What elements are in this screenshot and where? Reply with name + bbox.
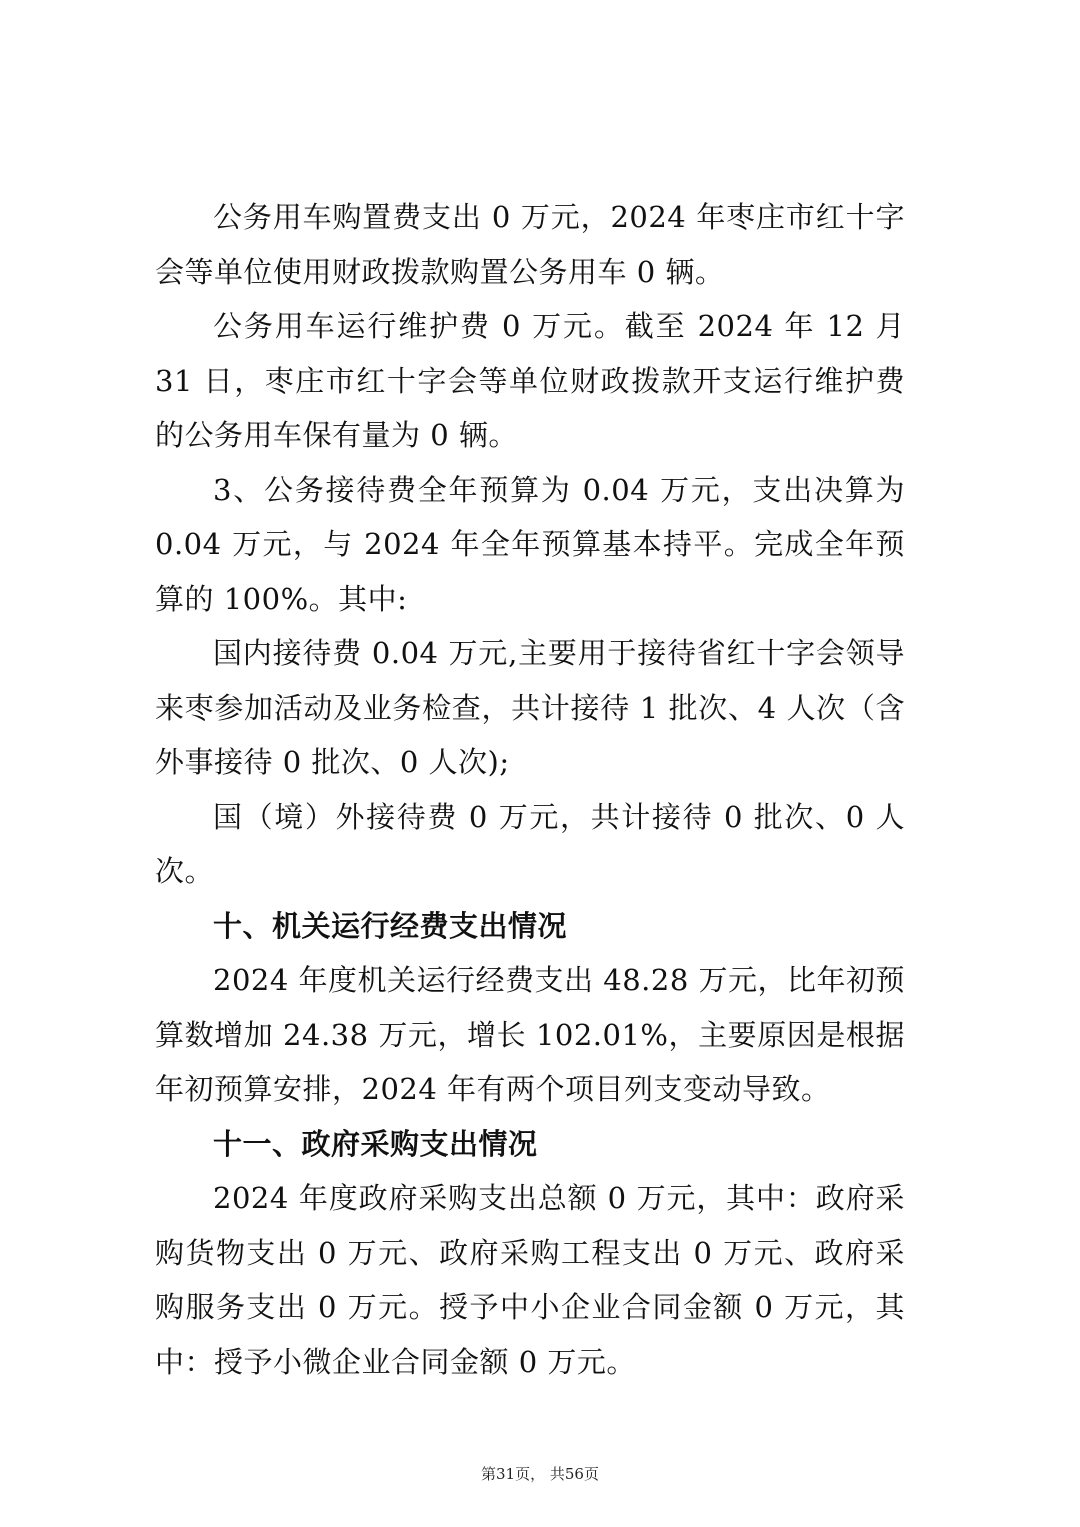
page-body — [155, 190, 905, 1389]
paragraph-domestic-reception: 国内接待费 0.04 万元,主要用于接待省红十字会领导来枣参加活动及业务检查，共计接待 1 批次、4 人次（含外事接待 0 批次、0 人次); — [155, 636, 905, 779]
paragraph-reception-budget: 3、公务接待费全年预算为 0.04 万元，支出决算为 0.04 万元，与 2024 年全年预算基本持平。完成全年预算的 100%。其中: — [155, 472, 905, 616]
section-heading-operating-expenses: 十、机关运行经费支出情况 — [213, 908, 568, 943]
paragraph-operating-expenses: 2024 年度机关运行经费支出 48.28 万元，比年初预算数增加 24.38 万元，增长 102.01%，主要原因是根据年初预算安排，2024 年有两个项目列支变动导致。 — [155, 963, 905, 1106]
paragraph-foreign-reception: 国（境）外接待费 0 万元，共计接待 0 批次、0 人次。 — [155, 799, 905, 888]
paragraph-vehicle-purchase: 公务用车购置费支出 0 万元，2024 年枣庄市红十字会等单位使用财政拨款购置公务用车 0 辆。 — [155, 200, 905, 289]
paragraph-vehicle-maintenance: 公务用车运行维护费 0 万元。截至 2024 年 12 月 31 日，枣庄市红十字会等单位财政拨款开支运行维护费的公务用车保有量为 0 辆。 — [155, 309, 905, 452]
paragraph-procurement: 2024 年度政府采购支出总额 0 万元，其中：政府采购货物支出 0 万元、政府采购工程支出 0 万元、政府采购服务支出 0 万元。授予中小企业合同金额 0 万元，其中：授予小微企业合同金额 0 万元。 — [155, 1181, 905, 1379]
section-heading-procurement: 十一、政府采购支出情况 — [213, 1126, 538, 1161]
page-number-footer: 第31页， 共56页 — [481, 1465, 599, 1483]
